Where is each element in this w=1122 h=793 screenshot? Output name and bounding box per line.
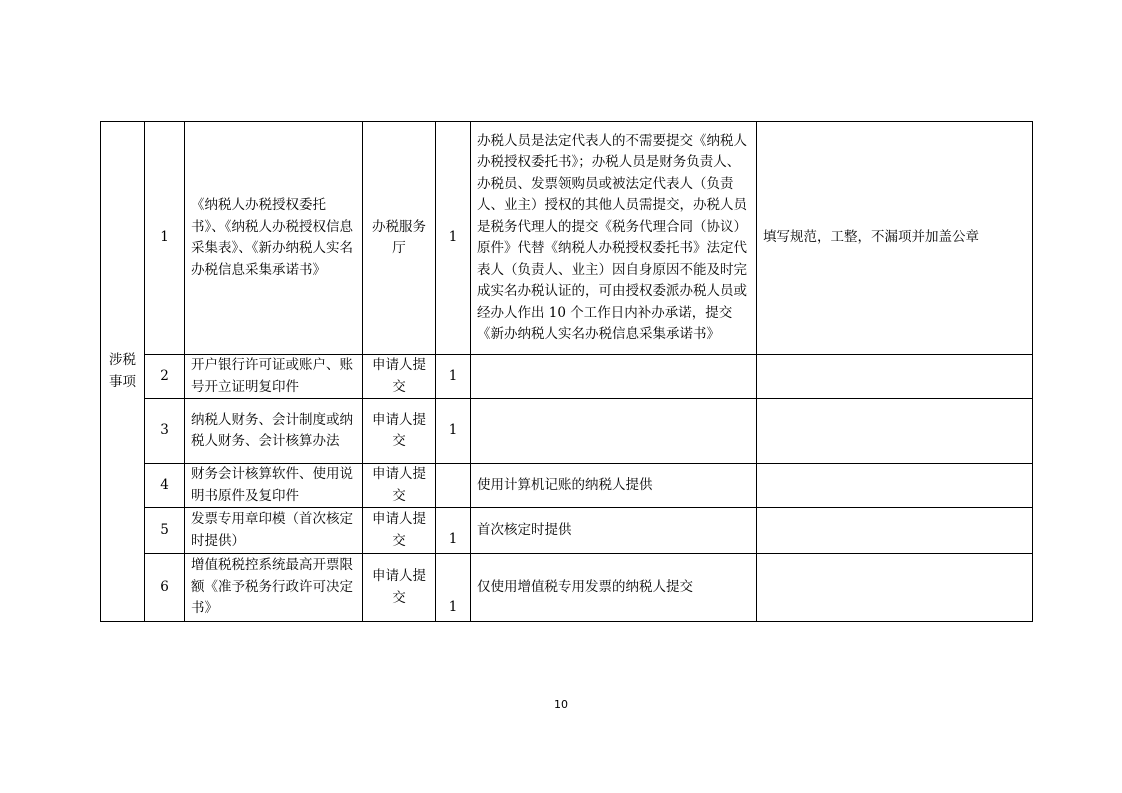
material-notes: 办税人员是法定代表人的不需要提交《纳税人办税授权委托书》；办税人员是财务负责人、办税员、发票领购员或被法定代表人（负责人、业主）授权的其他人员需提交，办税人员是税务代理人的提交《税务代理合同（协议）原件》代替《纳税人办税授权委托书》法定代表人（负责人、业主）因自身原因不能及时完成实名办税认证的，可由授权委派办税人员或经办人作出 10 个工作日内补办承诺，提交《新办纳税人实名办税信息采集承诺书》 bbox=[471, 122, 757, 355]
material-source: 申请人提交 bbox=[363, 508, 436, 554]
material-count: 1 bbox=[436, 122, 471, 355]
material-requirements bbox=[757, 464, 1033, 508]
material-name: 财务会计核算软件、使用说明书原件及复印件 bbox=[185, 464, 363, 508]
material-name: 发票专用章印模（首次核定时提供） bbox=[185, 508, 363, 554]
material-requirements bbox=[757, 355, 1033, 399]
material-count: 1 bbox=[436, 508, 471, 554]
table-row bbox=[101, 464, 1033, 508]
table-row bbox=[101, 554, 1033, 622]
page-number: 10 bbox=[554, 698, 568, 711]
table-row bbox=[101, 122, 1033, 355]
material-notes bbox=[471, 399, 757, 464]
material-count: 1 bbox=[436, 554, 471, 622]
material-source: 申请人提交 bbox=[363, 355, 436, 399]
material-requirements: 填写规范，工整，不漏项并加盖公章 bbox=[757, 122, 1033, 355]
material-source: 申请人提交 bbox=[363, 464, 436, 508]
material-source: 申请人提交 bbox=[363, 554, 436, 622]
material-notes: 仅使用增值税专用发票的纳税人提交 bbox=[471, 554, 757, 622]
row-number: 4 bbox=[145, 464, 185, 508]
material-source: 办税服务厅 bbox=[363, 122, 436, 355]
material-name: 增值税税控系统最高开票限额《准予税务行政许可决定书》 bbox=[185, 554, 363, 622]
material-requirements bbox=[757, 508, 1033, 554]
materials-table bbox=[100, 121, 1033, 622]
material-notes: 首次核定时提供 bbox=[471, 508, 757, 554]
table-row bbox=[101, 355, 1033, 399]
material-requirements bbox=[757, 554, 1033, 622]
material-name: 《纳税人办税授权委托书》、《纳税人办税授权信息采集表》、《新办纳税人实名办税信息采集承诺书》 bbox=[185, 122, 363, 355]
material-requirements bbox=[757, 399, 1033, 464]
row-number: 5 bbox=[145, 508, 185, 554]
material-count: 1 bbox=[436, 355, 471, 399]
material-notes: 使用计算机记账的纳税人提供 bbox=[471, 464, 757, 508]
table-row bbox=[101, 508, 1033, 554]
material-name: 纳税人财务、会计制度或纳税人财务、会计核算办法 bbox=[185, 399, 363, 464]
table-row bbox=[101, 399, 1033, 464]
material-count bbox=[436, 464, 471, 508]
row-number: 2 bbox=[145, 355, 185, 399]
material-source: 申请人提交 bbox=[363, 399, 436, 464]
material-count: 1 bbox=[436, 399, 471, 464]
material-name: 开户银行许可证或账户、账号开立证明复印件 bbox=[185, 355, 363, 399]
row-number: 1 bbox=[145, 122, 185, 355]
row-number: 6 bbox=[145, 554, 185, 622]
material-notes bbox=[471, 355, 757, 399]
category-cell: 涉税事项 bbox=[101, 122, 145, 622]
row-number: 3 bbox=[145, 399, 185, 464]
